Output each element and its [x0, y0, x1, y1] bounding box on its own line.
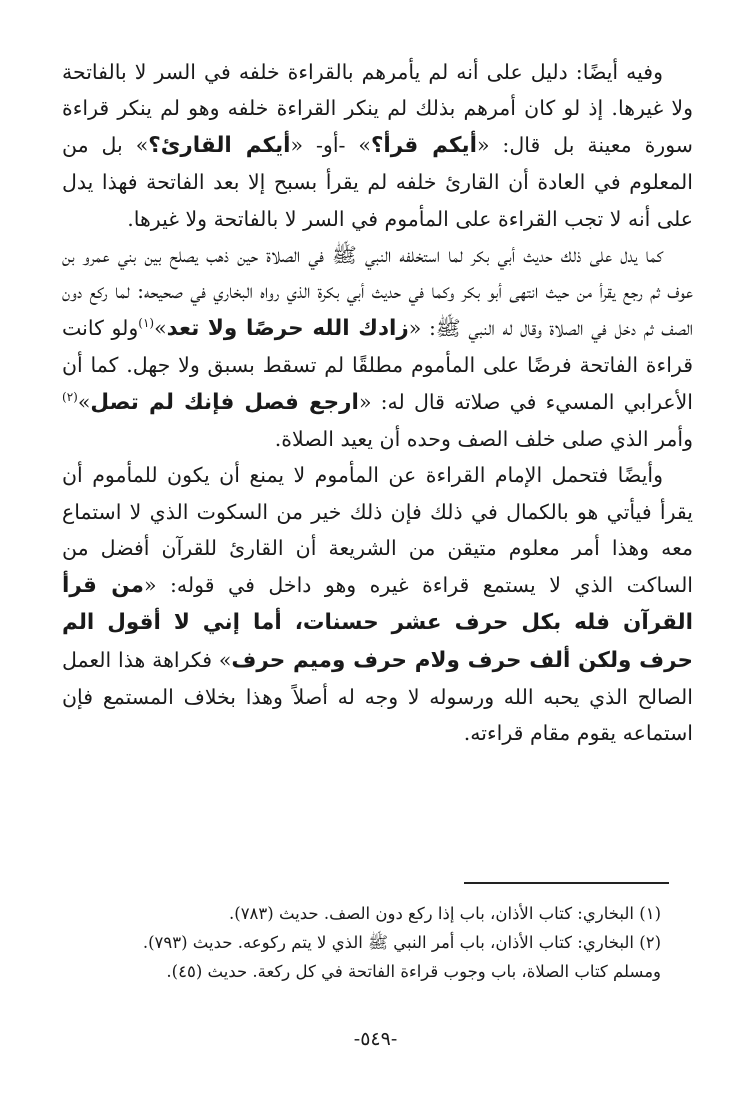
- footnote-rule: [464, 882, 669, 884]
- text-run: وأمر الذي صلى خلف الصف وحده أن يعيد الصلاة.: [274, 427, 693, 452]
- footnote-ref: (١): [138, 316, 155, 331]
- text-run: ولو كانت قراءة الفاتحة فرضًا على المأموم مطلقًا لم تسقط بسبق ولا جهل. كما أن الأعرابي المسيء في صلاته قال له: «: [62, 315, 694, 414]
- footnotes: [61, 899, 661, 986]
- paragraph-2: [62, 237, 693, 457]
- hadith-quote: من قرأ القرآن فله بكل حرف عشر حسنات، أما إني لا أقول الم حرف ولكن ألف حرف ولام حرف وميم حرف: [62, 572, 693, 673]
- paragraph-1: [62, 54, 693, 237]
- footnote-2-continuation: ومسلم كتاب الصلاة، باب وجوب قراءة الفاتحة في كل ركعة. حديث (٤٥).: [166, 962, 661, 981]
- hadith-quote: زادك الله حرصًا ولا تعد: [166, 315, 409, 341]
- text-run: وفيه أيضًا: دليل على أنه لم يأمرهم بالقراءة خلفه في السر لا بالفاتحة ولا غيرها. إذ لو كان أمرهم بذلك لم ينكر القراءة خلفه وهو لم ينكر قراءة سورة معينة بل قال: «: [62, 60, 693, 157]
- text-run: » فكراهة هذا العمل الصالح الذي يحبه الله ورسوله لا وجه له أصلاً وهذا بخلاف المستمع فإن استماعه يقوم مقام قراءته.: [62, 647, 693, 746]
- page-number: -٥٤٩-: [353, 1028, 398, 1050]
- footnote-1: (١) البخاري: كتاب الأذان، باب إذا ركع دون الصف. حديث (٧٨٣).: [229, 904, 661, 923]
- hadith-quote: أيكم قرأ؟: [370, 132, 477, 158]
- text-run: » -أو- «: [290, 132, 371, 157]
- footnote-2: (٢) البخاري: كتاب الأذان، باب أمر النبي ﷺ الذي لا يتم ركوعه. حديث (٧٩٣).: [142, 933, 661, 952]
- text-run: »: [77, 389, 91, 414]
- text-run: وأيضًا فتحمل الإمام القراءة عن المأموم لا يمنع أن يكون للمأموم أن يقرأ فيأتي هو بالكمال في ذلك فإن ذلك خير من السكوت الذي لا استماع معه وهذا أمر معلوم متيقن من الشريعة أن القارئ للقرآن أفضل من الساكت الذي لا يستمع قراءة غيره وهو داخل في قوله: «: [62, 463, 694, 597]
- text-run: »: [154, 315, 167, 340]
- footnote-separator: [464, 882, 669, 884]
- footnote-ref: (٢): [62, 389, 78, 404]
- text-run: » بل من المعلوم في العادة أن القارئ خلفه لم يقرأ بسبح إلا بعد الفاتحة فهذا يدل على أنه لا تجب القراءة على المأموم في السر لا بالفاتحة ولا غيرها.: [62, 132, 693, 231]
- text-run: كما يدل على ذلك حديث أبي بكر لما استخلفه النبي ﷺ في الصلاة حين ذهب يصلح بين بني عمرو بن عوف ثم رجع يقرأ من حيث انتهى أبو بكر وكما في حديث أبي بكرة الذي رواه البخاري في صحيحه: لما ركع دون الصف ثم دخل في الصلاة وقال له النبي ﷺ: «: [62, 243, 693, 340]
- paragraph-3: [62, 457, 693, 751]
- body-text: [62, 54, 693, 752]
- hadith-quote: ارجع فصل فإنك لم تصل: [90, 389, 359, 415]
- hadith-quote: أيكم القارئ؟: [148, 132, 291, 158]
